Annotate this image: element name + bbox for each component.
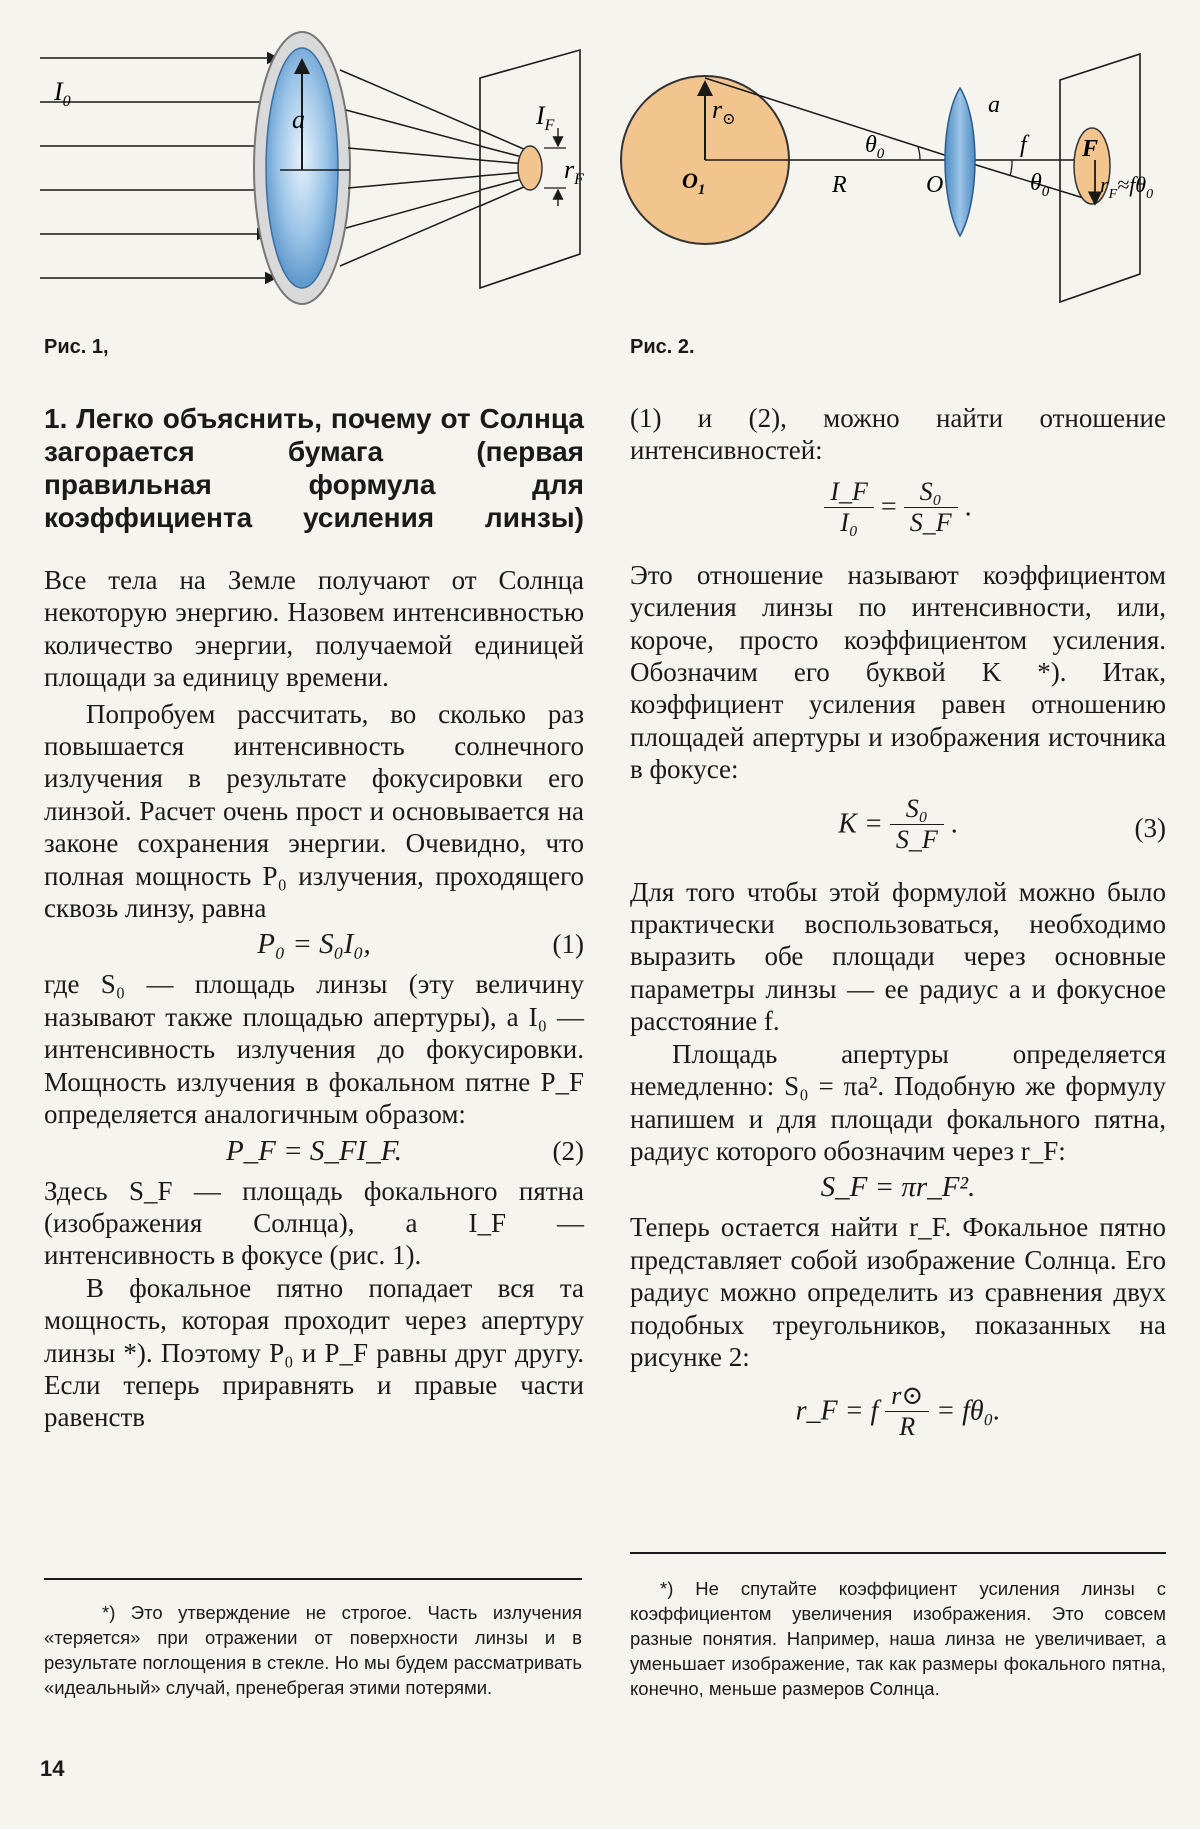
focal-spot (518, 146, 542, 190)
label-IF: $I_F$ (536, 101, 555, 134)
paragraph: Это отношение называют коэффициентом усиления линзы по интенсивности, или, короче, просто коэффициентом усиления. Обозначим его буквой K *). Итак, коэффициент усиления равен отношению площадей апертуры и изображения источника в фокусе: (630, 559, 1166, 785)
label-R: R (832, 172, 847, 198)
paragraph: Площадь апертуры определяется немедленно: S₀ = πa². Подобную же формулу напишем и для площади фокального пятна, радиус которого обозначим через r_F: (630, 1038, 1166, 1166)
label-rF-approx: $r_F\approx f\theta_0$ (1100, 172, 1154, 202)
right-column (630, 402, 1166, 1465)
incoming-rays (40, 58, 278, 278)
paragraph: (1) и (2), можно найти отношение интенсивностей: (630, 403, 1166, 466)
footnote-left: *) Это утверждение не строгое. Часть излучения «теряется» при отражении от поверхности линзы и в результате поглощения в стекле. Но мы будем рассматривать «идеальный» случай, пренебрегая этими потерями. (44, 1602, 582, 1698)
label-F: F (1082, 136, 1099, 162)
footnote-right: *) Не спутайте коэффициент усиления линзы с коэффициентом увеличения изображения. Это совсем разные понятия. Например, наша линза не увеличивает, а уменьшает изображение, так как размеры фокального пятна, конечно, меньше размеров Солнца. (630, 1578, 1166, 1699)
label-O1: $O_1$ (682, 168, 706, 198)
label-a-2: a (988, 92, 1000, 118)
paragraph: где S₀ — площадь линзы (эту величину называют также площадью апертуры), а I₀ — интенсивность излучения до фокусировки. Мощность излучения в фокальном пятне P_F определяется аналогичным образом: (44, 969, 584, 1130)
figure-2-sun-image-geometry (620, 40, 1180, 310)
equation-5: r_F = f $\frac{r⊙}{R}$ = fθ₀. (795, 1381, 1001, 1442)
equation-4: S_F = πr_F². (820, 1171, 976, 1204)
paragraph: Попробуем рассчитать, во сколько раз повышается интенсивность солнечного излучения в результате фокусировки его линзой. Расчет очень прост и основывается на законе сохранения энергии. Очевидно, что полная мощность P₀ излучения, проходящего сквозь линзу, равна (44, 698, 584, 924)
paragraph: Теперь остается найти r_F. Фокальное пятно представляет собой изображение Солнца. Его радиус можно определить из сравнения двух подобных треугольников, показанных на рисунке 2: (630, 1212, 1166, 1372)
figure-2-caption: Рис. 2. (630, 336, 695, 358)
equation-1: P₀ = S₀I₀, (1) (257, 928, 584, 961)
label-theta-top: $\theta_0$ (865, 132, 885, 162)
label-I0: $I_0$ (54, 77, 71, 110)
label-f: f (1020, 132, 1027, 158)
figure-1-lens-focusing (40, 20, 600, 320)
paragraph: Здесь S_F — площадь фокального пятна (изображения Солнца), а I_F — интенсивность в фокусе (рис. 1). (44, 1175, 584, 1271)
label-r-sun: $r_⊙$ (712, 95, 736, 128)
left-column (44, 402, 584, 1434)
paragraph: В фокальное пятно попадает вся та мощность, которая проходит через апертуру линзы *). Поэтому P₀ и P_F равны друг другу. Если теперь приравнять и правые части равенств (44, 1272, 584, 1433)
footnote-divider-right (630, 1552, 1166, 1554)
paragraph: Для того чтобы этой формулой можно было практически воспользоваться, необходимо выразить обе площади через основные параметры линзы — ее радиус a и фокусное расстояние f. (630, 876, 1166, 1037)
footnote-divider-left (44, 1578, 582, 1580)
section-heading: 1. Легко объяснить, почему от Солнца загорается бумага (первая правильная формула для коэффициента усиления линзы) (44, 403, 584, 533)
page-number: 14 (40, 1756, 65, 1781)
label-O: O (926, 172, 944, 198)
figure-1-caption: Рис. 1, (44, 336, 109, 358)
equation-3: K = $\frac{\text{S₀}}{S\_F}$ . (3) (838, 793, 1166, 854)
label-a: a (292, 105, 305, 134)
equation-2: P_F = S_FI_F. (2) (225, 1134, 584, 1167)
label-theta-bottom: $\theta_0$ (1030, 170, 1050, 200)
paragraph: Все тела на Земле получают от Солнца некоторую энергию. Назовем интенсивностью количество энергии, получаемой единицей площади за единицу времени. (44, 565, 584, 693)
lens (254, 32, 350, 304)
lens-2 (945, 88, 975, 236)
equation-ratio: $\frac{I\_F}{\text{I₀}}$ = $\frac{\text{S₀}}{S\_F}$ . (630, 467, 1166, 559)
label-rF: $r_F$ (564, 155, 584, 188)
